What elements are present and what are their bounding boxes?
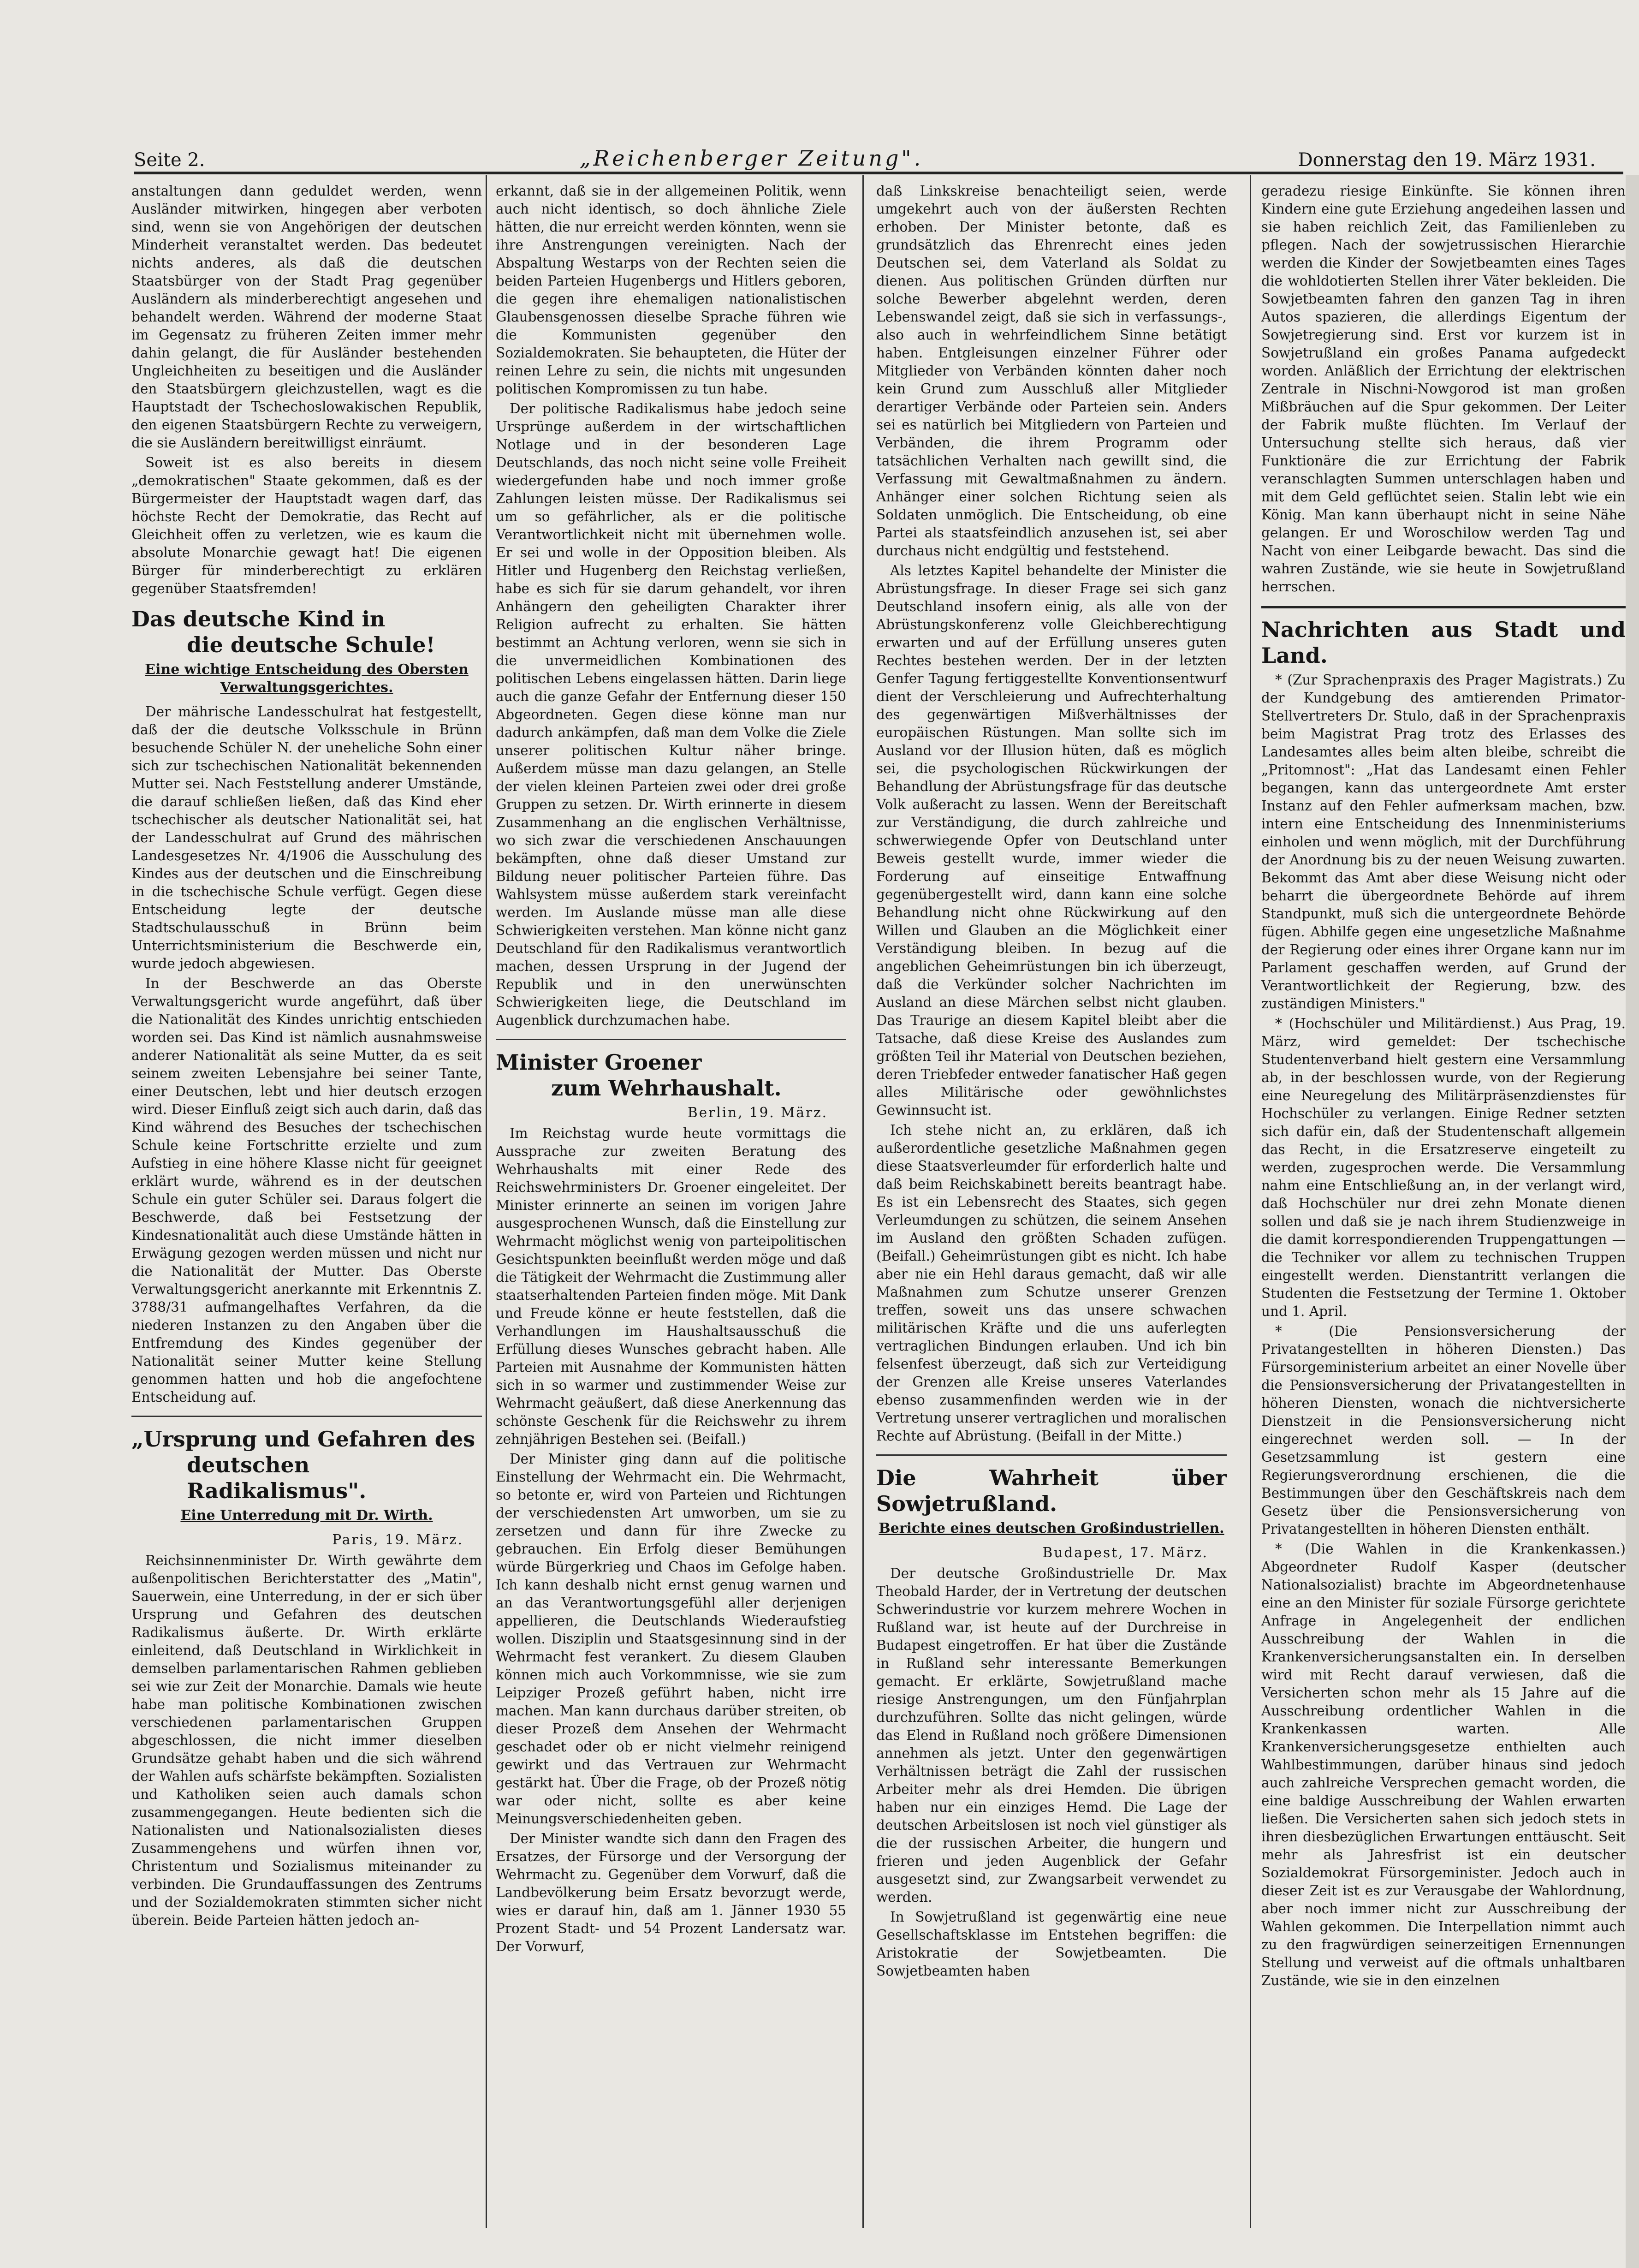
headline-line: Minister Groener — [496, 1050, 702, 1075]
paragraph: * (Die Pensionsversicherung der Privatangestellten in höheren Diensten.) Das Fürsorgeministerium arbeitet an einer Novelle über die Pensionsversicherung der Privatangestellten in höheren Diensten, wonach die nichtversicherte Dienstzeit in die Pensionsversicherung nicht eingerechnet werden soll. — In der Gesetzsammlung ist gestern eine Regierungsverordnung erschienen, die die Bestimmungen über den Geschäftskreis nach dem Gesetz über die Pensionsversicherung von Privatangestellten in höheren Diensten enthält. — [1261, 1323, 1626, 1537]
article-headline — [496, 1049, 846, 1101]
issue-date: Donnerstag den 19. März 1931. — [1298, 149, 1596, 171]
paragraph: Der politische Radikalismus habe jedoch seine Ursprünge außerdem in der wirtschaftlichen Notlage und in der besonderen Lage Deutschlands, das noch nicht seine volle Freiheit wiedergefunden habe und noch immer große Zahlungen leisten müsse. Der Radikalismus sei um so gefährlicher, als er die politische Verantwortlichkeit nicht mit übernehmen wolle. Er sei und wolle in der Opposition bleiben. Als Hitler und Hugenberg den Reichstag verließen, habe es sich für sie darum gehandelt, vor ihren Anhängern den geheiligten Charakter ihrer Religion aufrecht zu erhalten. Sie hätten bestimmt an Achtung verloren, wenn sie sich in die unvermeidlichen Kombinationen des politischen Lebens eingelassen hätten. Darin liege auch die ganze Gefahr der Entfernung dieser 150 Abgeordneten. Gegen diese könne man nur dadurch ankämpfen, daß man dem Volke die Ziele unserer politischen Kultur näher bringe. Außerdem müsse man dazu gelangen, an Stelle der vielen kleinen Parteien zwei oder drei große Gruppen zu setzen. Dr. Wirth erinnerte in diesem Zusammenhang an die englischen Verhältnisse, wo sich zwar die verschiedenen Anschauungen bekämpften, ohne daß dieser Umstand zur Bildung neuer politischer Parteien führe. Das Wahlsystem müsse außerdem stark vereinfacht werden. Im Auslande müsse man alle diese Schwierigkeiten verstehen. Man könne nicht ganz Deutschland für den Radikalismus verantwortlich machen, dessen Ursprung in der Jugend der Republik und in den unerwünschten Schwierigkeiten liege, die Deutschland im Augenblick durchzumachen habe. — [496, 401, 846, 1028]
column-4 — [1261, 182, 1626, 2221]
article-headline — [131, 606, 482, 658]
paragraph: daß Linkskreise benachteiligt seien, werde umgekehrt auch von der äußersten Rechten erhoben. Der Minister betonte, daß es grundsätzlich das Ehrenrecht eines jeden Deutschen sei, dem Vaterland als Soldat zu dienen. Aus politischen Gründen dürften nur solche Bewerber abgelehnt werden, deren Lebenswandel zeigt, daß sie sich in verfassungs-, also auch in wehrfeindlichem Sinne betätigt haben. Entgleisungen einzelner Führer oder Mitglieder von Verbänden könnten daher noch kein Grund zum Ausschluß aller Mitglieder derartiger Verbände oder Parteien sein. Anders sei es natürlich bei Mitgliedern von Parteien und Verbänden, die ihrem Programm oder tatsächlichen Verhalten nach gewillt sind, die Verfassung mit Gewaltmaßnahmen zu ändern. Anhänger einer solchen Richtung seien als Soldaten unmöglich. Die Entscheidung, ob eine Partei als staatsfeindlich anzusehen ist, sei aber durchaus nicht endgültig und feststehend. — [876, 183, 1227, 559]
page-header — [134, 138, 1596, 171]
header-rule — [134, 172, 1623, 174]
article-divider — [876, 1454, 1227, 1456]
paragraph: In Sowjetrußland ist gegenwärtig eine neue Gesellschaftsklasse im Entstehen begriffen: die Aristokratie der Sowjetbeamten. Die Sowjetbeamten haben — [876, 1909, 1227, 1979]
column-3 — [876, 182, 1227, 2221]
paragraph: * (Zur Sprachenpraxis des Prager Magistrats.) Zu der Kundgebung des amtierenden Primator-Stellvertreters Dr. Stulo, daß in der Sprachenpraxis beim Magistrat Prag trotz des Erlasses des Landesamtes alles beim alten bleibe, schreibt die „Pritomnost": „Hat das Landesamt einen Fehler begangen, kann das untergeordnete Amt erster Instanz auf den Fehler aufmerksam machen, bzw. intern eine Entscheidung des Innenministeriums einholen und wenn möglich, mit der Durchführung der Anordnung bis zu der neuen Weisung zuwarten. Bekommt das Amt aber diese Weisung nicht oder beharrt die übergeordnete Behörde auf ihrem Standpunkt, muß sich die untergeordnete Behörde fügen. Abhilfe gegen eine ungesetzliche Maßnahme der Regierung oder eines ihrer Organe kann nur im Parlament geschaffen werden, auf Grund der Verantwortlichkeit der Regierung, bzw. des zuständigen Ministers." — [1261, 672, 1626, 1012]
paragraph: Im Reichstag wurde heute vormittags die Aussprache zur zweiten Beratung des Wehrhaushalts mit einer Rede des Reichswehrministers Dr. Groener eingeleitet. Der Minister erinnerte an seinen im vorigen Jahre ausgesprochenen Wunsch, daß die Einstellung zur Wehrmacht möglichst wenig von parteipolitischen Gesichtspunkten beeinflußt werden möge und daß die Tätigkeit der Wehrmacht die Zustimmung aller staatserhaltenden Parteien finden möge. Mit Dank und Freude könne er heute feststellen, daß die Verhandlungen im Haushaltsausschuß die Erfüllung dieses Wunsches gebracht haben. Alle Parteien mit Ausnahme der Kommunisten hätten sich in so warmer und zustimmender Weise zur Wehrmacht geäußert, daß diese Anerkennung das schönste Geschenk für die Reichswehr zu ihrem zehnjährigen Bestehen sei. (Beifall.) — [496, 1125, 846, 1447]
dateline: Berlin, 19. März. — [688, 1105, 828, 1120]
column-divider — [1250, 175, 1251, 2228]
headline-line: die deutsche Schule! — [187, 632, 435, 657]
column-divider — [486, 175, 487, 2228]
section-headline: Nachrichten aus Stadt und Land. — [1261, 617, 1626, 668]
paragraph: erkannt, daß sie in der allgemeinen Politik, wenn auch nicht identisch, so doch ähnliche Ziele hätten, die nur erreicht werden könnten, wenn sie ihre Anstrengungen vereinigten. Nach der Abspaltung Westarps von der Rechten seien die beiden Parteien Hugenbergs und Hitlers geboren, die gegen ihre ehemaligen nationalistischen Glaubensgenossen dieselbe Sprache führen wie die Kommunisten gegenüber den Sozialdemokraten. Sie behaupteten, die Hüter der reinen Lehre zu sein, die nichts mit ungesunden politischen Kompromissen zu tun habe. — [496, 183, 846, 397]
column-2 — [496, 182, 846, 2221]
headline-line: „Ursprung und Gefahren des — [131, 1427, 475, 1452]
column-1 — [131, 182, 482, 2221]
paragraph: geradezu riesige Einkünfte. Sie können ihren Kindern eine gute Erziehung angedeihen lassen und sie haben reichlich Zeit, das Familienleben zu pflegen. Nach der sowjetrussischen Hierarchie werden die Kinder der Sowjetbeamten eines Tages die wohldotierten Stellen ihrer Väter bekleiden. Die Sowjetbeamten fahren den ganzen Tag in ihren Autos spazieren, die allerdings Eigentum der Sowjetregierung sind. Erst vor kurzem ist in Sowjetrußland ein großes Panama aufgedeckt worden. Anläßlich der Errichtung der elektrischen Zentrale in Nischni-Nowgorod ist man großen Mißbräuchen auf die Spur gekommen. Der Leiter der Fabrik mußte flüchten. Im Verlauf der Untersuchung stellte sich heraus, daß vier Funktionäre die zur Errichtung der Fabrik veranschlagten Summen unterschlagen haben und mit dem Geld geflüchtet seien. Stalin lebt wie ein König. Man kann überhaupt nicht in seine Nähe gelangen. Er und Woroschilow werden Tag und Nacht von einer Leibgarde bewacht. Das sind die wahren Zustände, wie sie heute in Sowjetrußland herrschen. — [1261, 183, 1626, 595]
article-divider — [496, 1039, 846, 1040]
paragraph: Der Minister ging dann auf die politische Einstellung der Wehrmacht ein. Die Wehrmacht, so betonte er, wird von Parteien und Richtungen der verschiedensten Art umworben, um sie zu zersetzen und dann für ihre Zwecke zu gebrauchen. Ein Erfolg dieser Bemühungen würde Bürgerkrieg und Chaos im Gefolge haben. Ich kann deshalb nicht ernst genug warnen und an das Verantwortungsgefühl aller derjenigen appellieren, die Deutschlands Wiederaufstieg wollen. Disziplin und Staatsgesinnung sind in der Wehrmacht fest verankert. Zu diesem Glauben können mich auch Vorkommnisse, wie sie zum Leipziger Prozeß geführt haben, nicht irre machen. Man kann durchaus darüber streiten, ob dieser Prozeß dem Ansehen der Wehrmacht geschadet oder ob er nicht vielmehr reinigend gewirkt und das Vertrauen zur Wehrmacht gestärkt hat. Über die Frage, ob der Prozeß nötig war oder nicht, sollte es aber keine Meinungsverschiedenheiten geben. — [496, 1451, 846, 1827]
headline-line: deutschen Radikalismus". — [187, 1452, 367, 1503]
paragraph: * (Die Wahlen in die Krankenkassen.) Abgeordneter Rudolf Kasper (deutscher Nationalsozialist) brachte im Abgeordnetenhause eine an den Minister für soziale Fürsorge gerichtete Anfrage in Angelegenheit der endlichen Ausschreibung der Wahlen in die Krankenversicherungsanstalten ein. In derselben wird mit Recht darauf verwiesen, daß die Versicherten schon mehr als 15 Jahre auf die Ausschreibung ordentlicher Wahlen in die Krankenkassen warten. Alle Krankenversicherungsgesetze enthielten auch Wahlbestimmungen, darüber hinaus sind jedoch auch zahlreiche Versprechen gemacht worden, die eine baldige Ausschreibung der Wahlen erwarten ließen. Die Versicherten sahen sich jedoch stets in ihren diesbezüglichen Erwartungen enttäuscht. Seit mehr als Jahresfrist ist ein deutscher Sozialdemokrat Fürsorgeminister. Jedoch auch in dieser Zeit ist es zur Verausgabe der Wahlordnung, aber noch immer nicht zur Ausschreibung der Wahlen gekommen. Die Interpellation nimmt auch zu den fragwürdigen seinerzeitigen Ernennungen Stellung und verweist auf die oftmals unhaltbaren Zustände, wie sie in den einzelnen — [1261, 1541, 1626, 1988]
page-edge — [1626, 175, 1639, 2268]
article-headline: Die Wahrheit über Sowjetrußland. — [876, 1465, 1227, 1516]
paragraph: Soweit ist es also bereits in diesem „demokratischen" Staate gekommen, daß es der Bürgermeister der Hauptstadt wagen darf, das höchste Recht der Demokratie, das Recht auf Gleichheit offen zu verletzen, wie es kaum die absolute Monarchie gewagt hat! Die eigenen Bürger für minderberechtigt zu erklären gegenüber Staatsfremden! — [131, 455, 482, 596]
paragraph: Als letztes Kapitel behandelte der Minister die Abrüstungsfrage. In dieser Frage sei sich ganz Deutschland insofern einig, als alle von der Abrüstungskonferenz volle Gleichberechtigung erwarten und auf der Erfüllung unseres guten Rechtes bestehen werden. Der in der letzten Genfer Tagung fertiggestellte Konventionsentwurf dient der Verschleierung und Aufrechterhaltung des gegenwärtigen Mißverhältnisses der europäischen Rüstungen. Man sollte sich im Ausland vor der Illusion hüten, daß es möglich sei, die psychologischen Rückwirkungen der Behandlung der Abrüstungsfrage für das deutsche Volk außeracht zu lassen. Wenn der Bereitschaft zur Verständigung, die durch zahlreiche und schwerwiegende Opfer von Deutschland unter Beweis gestellt wurde, immer wieder die Forderung auf einseitige Entwaffnung gegenübergestellt wird, dann kann eine solche Behandlung nicht ohne Rückwirkung auf den Willen und Glauben an die Möglichkeit einer Verständigung bleiben. In bezug auf die angeblichen Geheimrüstungen bin ich überzeugt, daß die Verkünder solcher Nachrichten im Ausland an diese Märchen selbst nicht glauben. Das Traurige an diesem Kapitel bleibt aber die Tatsache, daß diese Kreise des Auslandes zum größten Teil ihr Material von Deutschen beziehen, deren Triebfeder entweder fanatischer Haß gegen alles Militärische oder gewöhnlichstes Gewinnsucht ist. — [876, 563, 1227, 1118]
article-divider — [131, 1416, 482, 1417]
paragraph: In der Beschwerde an das Oberste Verwaltungsgericht wurde angeführt, daß über die Nationalität des Kindes unrichtig entschieden worden sei. Das Kind ist nämlich ausnahmsweise anderer Nationalität als seine Mutter, da es seit seinem zweiten Lebensjahre bei seiner Tante, einer Deutschen, lebt und hier deutsch erzogen wird. Dieser Einfluß zeigt sich auch darin, daß das Kind während des Besuches der tschechischen Schule keine Fortschritte erzielte und zum Aufstieg in eine höhere Klasse nicht für geeignet erklärt wurde, während es in der deutschen Schule ein guter Schüler sei. Daraus folgert die Beschwerde, daß bei Festsetzung der Kindesnationalität auch diese Umstände hätten in Erwägung gezogen werden müssen und nicht nur die Nationalität der Mutter. Das Oberste Verwaltungsgericht anerkannte mit Erkenntnis Z. 3788/31 aufmangelhaftes Verfahren, da die niederen Instanzen zu den Angaben über die Entfremdung des Kindes gegenüber der Nationalität seiner Mutter keine Stellung genommen hatten und hob die angefochtene Entscheidung auf. — [131, 976, 482, 1405]
article-headline — [131, 1426, 482, 1504]
headline-line: zum Wehrhaushalt. — [551, 1076, 782, 1101]
paragraph: Der deutsche Großindustrielle Dr. Max Theobald Harder, der in Vertretung der deutschen Schwerindustrie vor kurzem mehrere Wochen in Rußland war, ist heute auf der Durchreise in Budapest eingetroffen. Er hat über die Zustände in Rußland sehr interessante Bemerkungen gemacht. Er erklärte, Sowjetrußland mache riesige Anstrengungen, um den Fünfjahrplan durchzuführen. Sollte das nicht gelingen, würde das Elend in Rußland noch größere Dimensionen annehmen als jetzt. Unter den gegenwärtigen Verhältnissen beträgt die Zahl der russischen Arbeiter mehr als drei Hemden. Die übrigen haben nur ein einziges Hemd. Die Lage der deutschen Arbeitslosen ist noch viel günstiger als die der russischen Arbeiter, die hungern und frieren und jeden Augenblick der Gefahr ausgesetzt sind, zur Zwangsarbeit verwendet zu werden. — [876, 1566, 1227, 1905]
headline-line: Das deutsche Kind in — [131, 607, 386, 631]
newspaper-title: „Reichenberger Zeitung". — [579, 146, 924, 171]
article-subheadline: Berichte eines deutschen Großindustriellen. — [879, 1520, 1224, 1536]
paragraph: Ich stehe nicht an, zu erklären, daß ich außerordentliche gesetzliche Maßnahmen gegen diese Staatsverleumder für erforderlich halte und daß beim Reichskabinett bereits beantragt habe. Es ist ein Lebensrecht des Staates, sich gegen Verleumdungen zu schützen, die seinem Ansehen im Ausland den größten Schaden zufügen. (Beifall.) Geheimrüstungen gibt es nicht. Ich habe aber nie ein Hehl daraus gemacht, daß wir alle Maßnahmen zum Schutze unserer Grenzen treffen, soweit uns das unsere schwachen militärischen Kräfte und die uns auferlegten vertraglichen Bindungen erlauben. Und ich bin felsenfest überzeugt, daß sich zur Verteidigung der Grenzen alle Kreise unseres Vaterlandes ebenso zusammenfinden werden wie in der Vertretung unserer vertraglichen und moralischen Rechte auf Abrüstung. (Beifall in der Mitte.) — [876, 1122, 1227, 1444]
page-number: Seite 2. — [134, 149, 205, 171]
paragraph: Reichsinnenminister Dr. Wirth gewährte dem außenpolitischen Berichterstatter des „Matin", Sauerwein, eine Unterredung, in der er sich über Ursprung und Gefahren des deutschen Radikalismus äußerte. Dr. Wirth erklärte einleitend, daß Deutschland in Wirklichkeit in demselben parlamentarischen Rahmen geblieben sei wie zur Zeit der Monarchie. Damals wie heute habe man politische Kombinationen zwischen verschiedenen parlamentarischen Gruppen abgeschlossen, die nicht immer dieselben Grundsätze gehabt haben und die sich während der Wahlen aufs schärfste bekämpften. Sozialisten und Katholiken seien auch damals schon zusammengegangen. Heute bedienten sich die Nationalisten und Nationalsozialisten dieses Zusammengehens und würfen ihnen vor, Christentum und Sozialismus miteinander zu verbinden. Die Grundauffassungen des Zentrums und der Sozialdemokraten stimmten sicher nicht überein. Beide Parteien hätten jedoch an- — [131, 1553, 482, 1928]
column-divider — [862, 175, 864, 2228]
paragraph: * (Hochschüler und Militärdienst.) Aus Prag, 19. März, wird gemeldet: Der tschechische Studentenverband hielt gestern eine Versammlung ab, in der beschlossen wurde, von der Regierung eine Neuregelung des Militärpräsenzdienstes für Hochschüler zu verlangen. Einige Redner setzten sich dafür ein, daß der Studentenschaft allgemein das Recht, in die Ersatzreserve eingeteilt zu werden, zugesprochen werde. Die Versammlung nahm eine Entschließung an, in der verlangt wird, daß Hochschüler nur drei zehn Monate dienen sollen und daß sie je nach ihrem Studienzweige in die damit korrespondierenden Truppengattungen — die Techniker vor allem zu technischen Truppen eingestellt werden. Dienstantritt verlangen die Studenten die Festsetzung der Termine 1. Oktober und 1. April. — [1261, 1016, 1626, 1319]
article-subheadline: Eine wichtige Entscheidung des Obersten Verwaltungsgerichtes. — [145, 661, 469, 696]
section-divider — [1261, 606, 1626, 608]
dateline: Paris, 19. März. — [332, 1532, 463, 1548]
paragraph: Der mährische Landesschulrat hat festgestellt, daß der die deutsche Volksschule in Brünn besuchende Schüler N. der uneheliche Sohn einer sich zur tschechischen Nationalität bekennenden Mutter sei. Nach Feststellung anderer Umstände, die darauf schließen ließen, daß das Kind eher tschechischer als deutscher Nationalität sei, hat der Landesschulrat auf Grund des mährischen Landesgesetzes Nr. 4/1906 die Ausschulung des Kindes aus der deutschen und die Einschreibung in die tschechische Schule verfügt. Gegen diese Entscheidung legte der deutsche Stadtschulausschuß in Brünn beim Unterrichtsministerium die Beschwerde ein, wurde jedoch abgewiesen. — [131, 704, 482, 971]
paragraph: Der Minister wandte sich dann den Fragen des Ersatzes, der Fürsorge und der Versorgung der Wehrmacht zu. Gegenüber dem Vorwurf, daß die Landbevölkerung beim Ersatz bevorzugt werde, wies er darauf hin, daß am 1. Jänner 1930 55 Prozent Stadt- und 54 Prozent Landersatz war. Der Vorwurf, — [496, 1831, 846, 1954]
paragraph: anstaltungen dann geduldet werden, wenn Ausländer mitwirken, hingegen aber verboten sind, wenn sie von Angehörigen der deutschen Minderheit veranstaltet werden. Das bedeutet nichts anderes, als daß die deutschen Staatsbürger von der Stadt Prag gegenüber Ausländern als minderberechtigt angesehen und behandelt werden. Während der moderne Staat im Gegensatz zu früheren Zeiten immer mehr dahin gelangt, die für Ausländer bestehenden Ungleichheiten zu beseitigen und die Ausländer den Staatsbürgern gleichzustellen, wagt es die Hauptstadt der Tschechoslowakischen Republik, den eigenen Staatsbürgern Rechte zu verweigern, die sie Ausländern bereitwilligst einräumt. — [131, 183, 482, 451]
dateline: Budapest, 17. März. — [1042, 1545, 1208, 1560]
article-subheadline: Eine Unterredung mit Dr. Wirth. — [180, 1507, 433, 1524]
